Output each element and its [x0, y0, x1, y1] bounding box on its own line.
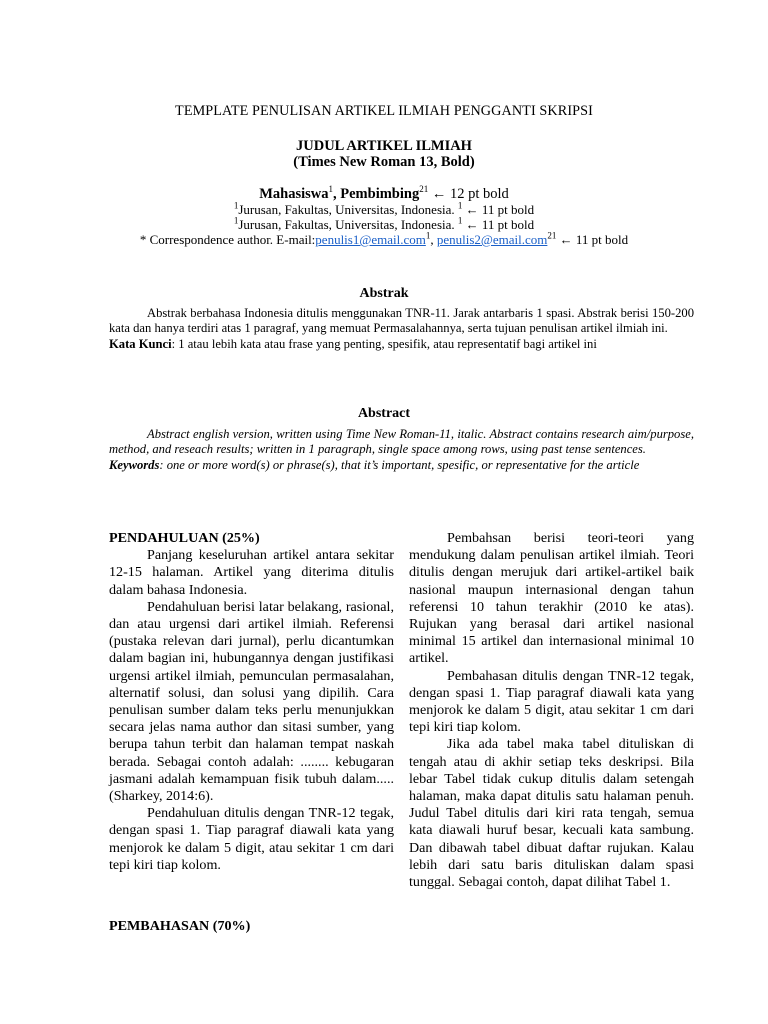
left-column	[109, 530, 394, 874]
abstrak-keywords-label: Kata Kunci	[109, 336, 172, 351]
correspondence-line: * Correspondence author. E-mail:penulis1@email.com$^1$, penulis2@email.com$^{21}$ ← 11 pt bold	[139, 230, 629, 247]
template-title: TEMPLATE PENULISAN ARTIKEL ILMIAH PENGGANTI SKRIPSI	[175, 103, 593, 119]
pendahuluan-paragraph-2: Pendahuluan berisi latar belakang, rasional, dan atau urgensi dari artikel ilmiah. Referensi (pustaka relevan dari jurnal), perlu dicantumkan dalam bagian ini, hubungannya dengan justifikasi urgensi artikel ilmiah, pemunculan permasalahan, alternatif solusi, dan solusi yang dipilih. Cara penulisan sumber dalam teks perlu menunjukkan secara jelas nama author dan sitasi sumber, yang berupa tahun terbit dan halaman tempat naskah berada. Sebagai contoh adalah: ........ kebugaran jasmani adalah kemampuan fisik tubuh dalam..... (Sharkey, 2014:6).	[109, 598, 394, 805]
author-line	[0, 186, 768, 202]
affiliation-2: $^1$Jurusan, Fakultas, Universitas, Indonesia. $^1$ ← 11 pt bold	[233, 215, 535, 232]
pembahasan-paragraph-1: Pembahsan berisi teori-teori yang mendukung dalam penulisan artikel ilmiah. Teori ditulis dengan merujuk dari artikel-artikel baik nasional maupun internasional dengan tahun referensi 10 tahun terakhir (2010 ke atas). Rujukan yang berasal dari artikel nasional minimal 15 artikel dan internasional minimal 10 artikel.	[409, 530, 694, 667]
pembahasan-paragraph-3: Jika ada tabel maka tabel dituliskan di tengah atau di akhir setiap teks deskripsi. Bila lebar Tabel tidak cukup ditulis dalam setengah halaman, maka dapat ditulis satu halaman penuh. Judul Tabel ditulis dari kiri rata tengah, semua kata diawali huruf besar, kecuali kata sambung. Dan dibawah tabel dibuat daftar rujukan. Kalau lebih dari satu baris dituliskan dalam spasi tunggal. Sebagai contoh, dapat dilihat Tabel 1.	[409, 736, 694, 891]
email-link-1[interactable]: penulis1@email.com	[315, 232, 426, 247]
pendahuluan-paragraph-1: Panjang keseluruhan artikel antara sekitar 12-15 halaman. Artikel yang diterima ditulis dalam bahasa Indonesia.	[109, 547, 394, 598]
correspondence-label: * Correspondence author. E-mail:	[139, 232, 316, 247]
author-2-sup: 2	[419, 184, 424, 195]
email-link-2[interactable]: penulis2@email.com	[436, 232, 548, 247]
pembahasan-heading: PEMBAHASAN (70%)	[109, 918, 251, 934]
abstract-keywords-label: Keywords	[109, 457, 160, 472]
author-2-sup-b: 1	[423, 184, 429, 195]
affiliation-2-sup: 1	[233, 215, 239, 226]
abstract-keywords: Keywords: one or more word(s) or phrase(s), that it’s important, spesific, or representative for the article	[109, 457, 640, 472]
right-column	[409, 530, 694, 891]
affiliation-1: $^1$Jurusan, Fakultas, Universitas, Indonesia. $^1$ ← 11 pt bold	[233, 200, 535, 217]
article-title-note: (Times New Roman 13, Bold)	[293, 154, 475, 170]
author-2: Pembimbing	[340, 186, 420, 202]
affiliation-1-sup: 1	[233, 200, 239, 211]
pendahuluan-paragraph-3: Pendahuluan ditulis dengan TNR-12 tegak, dengan spasi 1. Tiap paragraf diawali kata yang menjorok ke dalam 5 digit, atau sekitar 1 cm dari tepi kiri tiap kolom.	[109, 805, 394, 873]
abstrak-section	[109, 306, 694, 352]
pendahuluan-heading: PENDAHULUAN (25%)	[109, 530, 260, 546]
author-separator: ,	[333, 186, 341, 202]
abstract-title: Abstract	[357, 406, 411, 421]
article-title: JUDUL ARTIKEL ILMIAH	[296, 138, 472, 154]
abstract-section	[109, 427, 694, 473]
abstrak-title: Abstrak	[359, 286, 409, 301]
author-1-sup: 1	[328, 184, 334, 195]
abstrak-body: Abstrak berbahasa Indonesia ditulis menggunakan TNR-11. Jarak antarbaris 1 spasi. Abstrak berisi 150-200 kata dan hanya terdiri atas 1 paragraf, yang memuat Permasalahannya, serta tujuan penulisan artikel ilmiah ini.	[109, 306, 694, 336]
author-1: Mahasiswa	[259, 186, 329, 202]
article-title-block	[0, 138, 768, 170]
pembahasan-paragraph-2: Pembahasan ditulis dengan TNR-12 tegak, dengan spasi 1. Tiap paragraf diawali kata yang menjorok ke dalam 5 digit, atau sekitar 1 cm dari tepi kiri tiap kolom.	[409, 667, 694, 736]
author-block	[0, 186, 768, 247]
author-note: ← 12 pt bold	[428, 186, 509, 202]
abstract-body: Abstract english version, written using Time New Roman-11, italic. Abstract contains research aim/purpose, method, and reseach results; written in 1 paragraph, single space among rows, using past tense sentences.	[109, 427, 694, 457]
abstrak-keywords: Kata Kunci: 1 atau lebih kata atau frase yang penting, spesifik, atau representatif bagi artikel ini	[109, 336, 597, 351]
